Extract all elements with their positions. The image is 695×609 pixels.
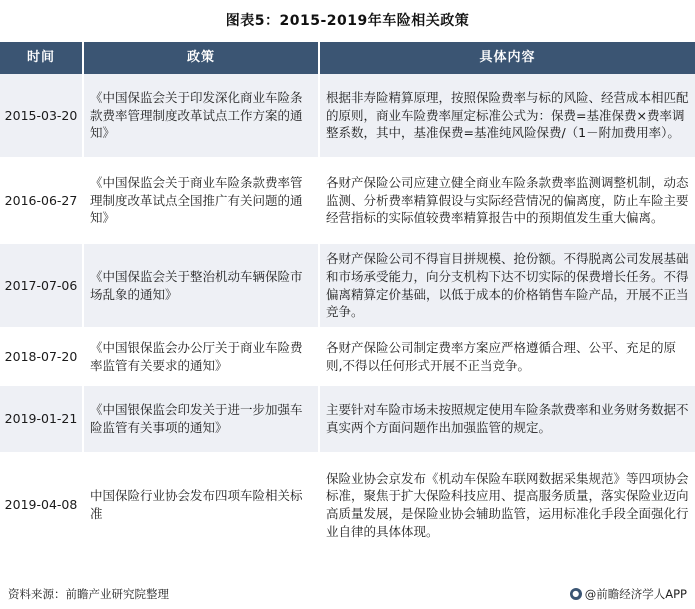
- row-content: 主要针对车险市场未按照规定使用车险条款费率和业务财务数据不真实两个方面问题作出加强监管的规定。: [319, 385, 695, 453]
- header-policy: 政策: [83, 42, 319, 74]
- row-date: 2016-06-27: [0, 158, 83, 243]
- table-header-row: [0, 42, 695, 74]
- brand-credit: [570, 586, 687, 602]
- table-row: [0, 243, 695, 328]
- policy-table: [0, 42, 695, 558]
- row-policy: 中国保险行业协会发布四项车险相关标准: [83, 453, 319, 557]
- qianzhan-logo-icon: ●: [570, 588, 582, 600]
- brand-text: @前瞻经济学人APP: [584, 587, 687, 601]
- row-policy: 《中国保监会关于印发深化商业车险条款费率管理制度改革试点工作方案的通知》: [83, 74, 319, 158]
- row-date: 2015-03-20: [0, 74, 83, 158]
- row-policy: 《中国银保监会印发关于进一步加强车险监管有关事项的通知》: [83, 385, 319, 453]
- row-policy: 《中国保监会关于商业车险条款费率管理制度改革试点全国推广有关问题的通知》: [83, 158, 319, 243]
- row-date: 2019-01-21: [0, 385, 83, 453]
- row-content: 各财产保险公司应建立健全商业车险条款费率监测调整机制，动态监测、分析费率精算假设与实际经营情况的偏离度，防止车险主要经营指标的实际值较费率精算报告中的预期值发生重大偏离。: [319, 158, 695, 243]
- header-date: 时间: [0, 42, 83, 74]
- row-date: 2019-04-08: [0, 453, 83, 557]
- table-row: [0, 385, 695, 453]
- table-row: [0, 158, 695, 243]
- chart-title: 图表5：2015-2019年车险相关政策: [225, 13, 470, 29]
- row-policy: 《中国保监会关于整治机动车辆保险市场乱象的通知》: [83, 243, 319, 328]
- row-content: 保险业协会京发布《机动车保险车联网数据采集规范》等四项协会标准，聚焦于扩大保险科技应用、提高服务质量，落实保险业迈向高质量发展，是保险业协会辅助监管，运用标准化手段全面强化行业自律的具体体现。: [319, 453, 695, 557]
- header-content: 具体内容: [319, 42, 695, 74]
- source-note: 资料来源：前瞻产业研究院整理: [8, 587, 169, 601]
- table-row: [0, 74, 695, 158]
- table-row: [0, 328, 695, 385]
- footer: [8, 586, 687, 604]
- row-content: 根据非寿险精算原理，按照保险费率与标的风险、经营成本相匹配的原则，商业车险费率厘定标准公式为：保费=基准保费×费率调整系数，其中，基准保费=基准纯风险保费/（1－附加费用率）。: [319, 74, 695, 158]
- table-row: [0, 453, 695, 557]
- row-content: 各财产保险公司制定费率方案应严格遵循合理、公平、充足的原则,不得以任何形式开展不正当竞争。: [319, 328, 695, 385]
- row-date: 2017-07-06: [0, 243, 83, 328]
- row-date: 2018-07-20: [0, 328, 83, 385]
- row-content: 各财产保险公司不得盲目拼规模、抢份额。不得脱离公司发展基础和市场承受能力，向分支机构下达不切实际的保费增长任务。不得偏离精算定价基础，以低于成本的价格销售车险产品，开展不正当竞争。: [319, 243, 695, 328]
- row-policy: 《中国银保监会办公厅关于商业车险费率监管有关要求的通知》: [83, 328, 319, 385]
